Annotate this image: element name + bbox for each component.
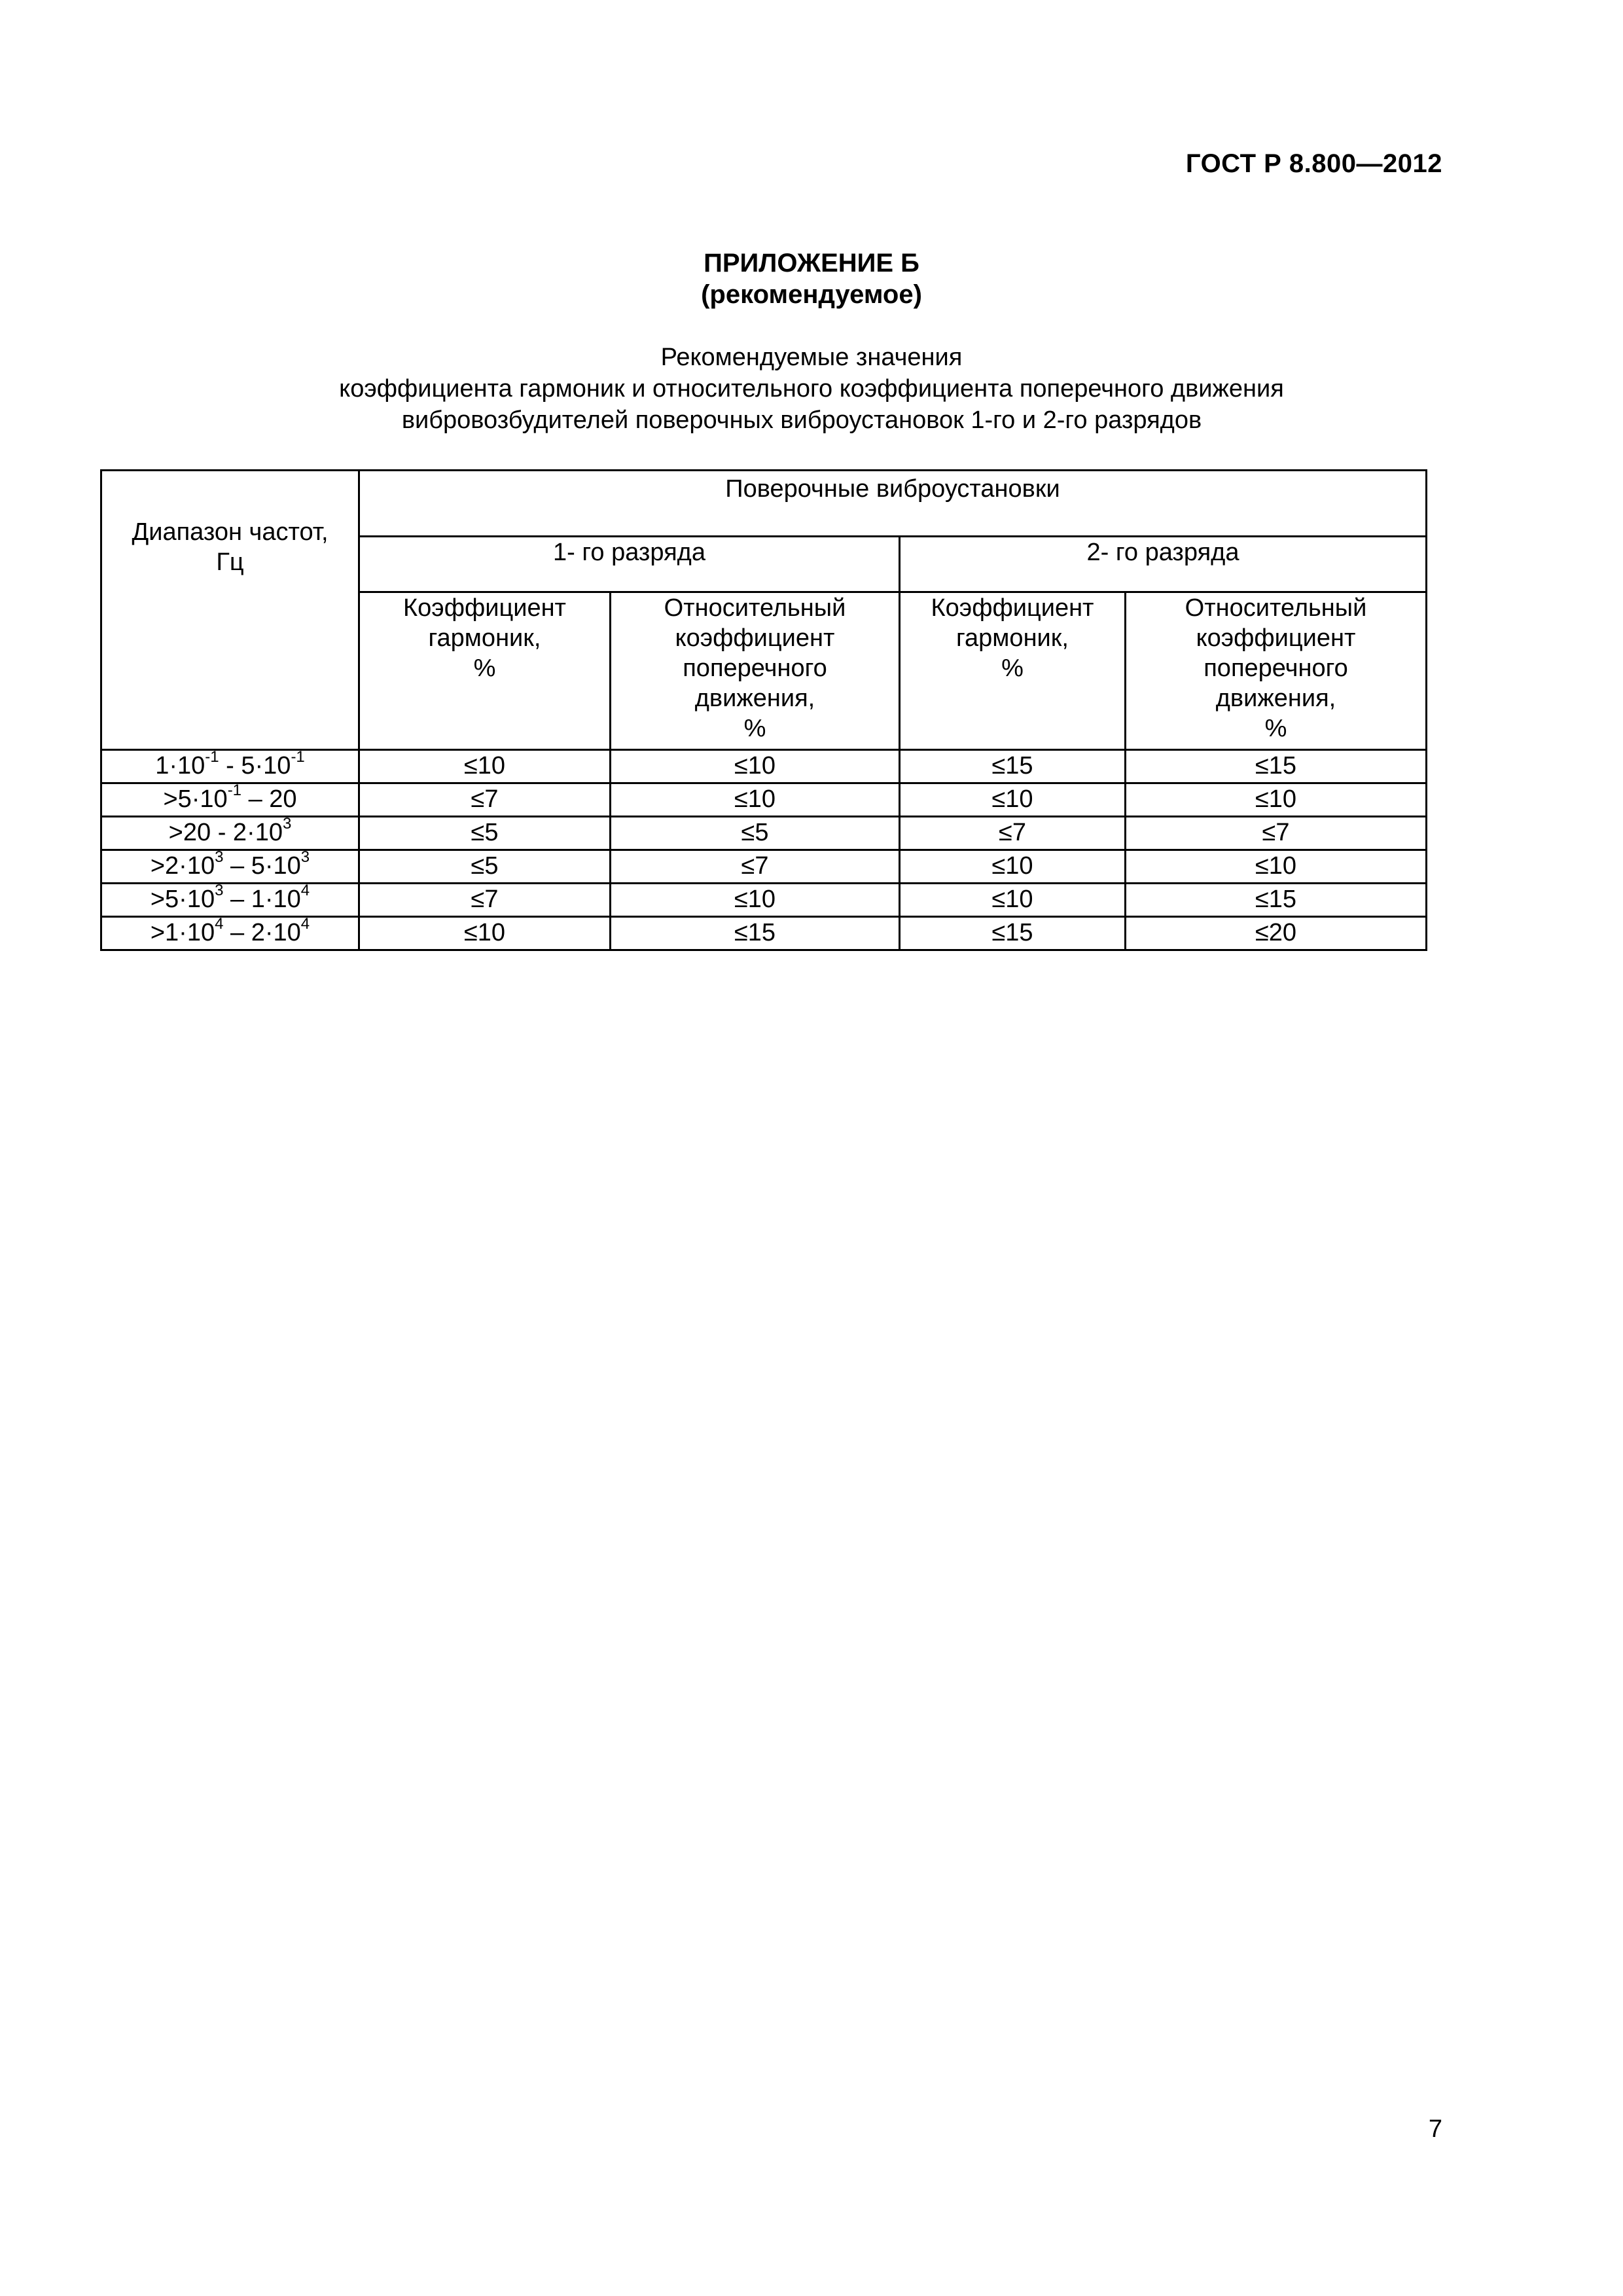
class-1-harmonic-cell: ≤7 bbox=[359, 884, 611, 917]
frequency-range-cell: $1\cdot 10^{-1} - 5\cdot 10^{-1}$ bbox=[101, 750, 359, 783]
class-1-harmonic-cell: ≤10 bbox=[359, 750, 611, 783]
header-line: коэффициент bbox=[1196, 624, 1356, 652]
frequency-range-cell: $>5\cdot 10^{-1} - 20$ bbox=[101, 783, 359, 817]
header-line: поперечного bbox=[1204, 655, 1348, 682]
class-1-transverse-header bbox=[611, 592, 900, 750]
header-line: коэффициент bbox=[675, 624, 835, 652]
class-2-transverse-cell: ≤15 bbox=[1126, 884, 1427, 917]
class-2-transverse-cell: ≤10 bbox=[1126, 850, 1427, 884]
caption-line-1: Рекомендуемые значения bbox=[660, 344, 963, 371]
class-1-harmonic-header bbox=[359, 592, 611, 750]
class-1-transverse-cell: ≤10 bbox=[611, 750, 900, 783]
class-2-transverse-cell: ≤20 bbox=[1126, 917, 1427, 950]
frequency-range-cell: $>1\cdot 10^4 - 2\cdot 10^4$ bbox=[101, 917, 359, 950]
table-row bbox=[101, 850, 1427, 884]
appendix-subtitle: (рекомендуемое) bbox=[701, 280, 922, 309]
header-line: Относительный bbox=[1185, 594, 1367, 622]
class-1-transverse-cell: ≤15 bbox=[611, 917, 900, 950]
appendix-title: ПРИЛОЖЕНИЕ Б bbox=[704, 249, 919, 278]
class-2-harmonic-cell: ≤15 bbox=[900, 917, 1126, 950]
caption-line-2: коэффициента гармоник и относительного коэффициента поперечного движения bbox=[339, 375, 1284, 403]
class-2-harmonic-cell: ≤10 bbox=[900, 884, 1126, 917]
frequency-range-cell: $>20 - 2\cdot 10^3$ bbox=[101, 817, 359, 850]
frequency-range-cell: $>5\cdot 10^3 - 1\cdot 10^4$ bbox=[101, 884, 359, 917]
table-row bbox=[101, 783, 1427, 817]
standard-designation: ГОСТ Р 8.800—2012 bbox=[1185, 149, 1442, 178]
class-1-transverse-cell: ≤10 bbox=[611, 783, 900, 817]
header-line: гармоник, bbox=[428, 624, 541, 652]
class-1-harmonic-cell: ≤10 bbox=[359, 917, 611, 950]
header-line: % bbox=[743, 715, 766, 742]
class-1-header: 1- го разряда bbox=[359, 537, 900, 592]
appendix-heading bbox=[0, 247, 1623, 310]
table-row bbox=[101, 884, 1427, 917]
class-2-harmonic-header bbox=[900, 592, 1126, 750]
class-2-transverse-cell: ≤7 bbox=[1126, 817, 1427, 850]
page-number: 7 bbox=[1428, 2115, 1442, 2143]
header-line: % bbox=[1001, 655, 1024, 682]
class-2-harmonic-cell: ≤10 bbox=[900, 850, 1126, 884]
frequency-range-cell: $>2\cdot 10^3 - 5\cdot 10^3$ bbox=[101, 850, 359, 884]
vibration-table bbox=[100, 469, 1427, 951]
class-1-transverse-cell: ≤7 bbox=[611, 850, 900, 884]
class-2-header: 2- го разряда bbox=[900, 537, 1427, 592]
class-2-transverse-cell: ≤15 bbox=[1126, 750, 1427, 783]
test-installations-header: Поверочные виброустановки bbox=[359, 471, 1427, 537]
class-1-harmonic-cell: ≤5 bbox=[359, 850, 611, 884]
header-line: движения, bbox=[1215, 685, 1336, 712]
class-1-harmonic-cell: ≤5 bbox=[359, 817, 611, 850]
header-line: Коэффициент bbox=[931, 594, 1094, 622]
header-line: Относительный bbox=[664, 594, 846, 622]
class-2-transverse-header bbox=[1126, 592, 1427, 750]
frequency-range-header bbox=[101, 471, 359, 750]
class-1-transverse-cell: ≤10 bbox=[611, 884, 900, 917]
class-2-harmonic-cell: ≤15 bbox=[900, 750, 1126, 783]
table-caption bbox=[0, 342, 1623, 436]
class-1-harmonic-cell: ≤7 bbox=[359, 783, 611, 817]
table-header-row bbox=[101, 471, 1427, 537]
table-row bbox=[101, 917, 1427, 950]
class-2-harmonic-cell: ≤7 bbox=[900, 817, 1126, 850]
class-2-harmonic-cell: ≤10 bbox=[900, 783, 1126, 817]
header-line: поперечного bbox=[683, 655, 827, 682]
class-2-transverse-cell: ≤10 bbox=[1126, 783, 1427, 817]
frequency-header-line-2: Гц bbox=[216, 548, 244, 576]
caption-line-3: вибровозбудителей поверочных виброустановок 1-го и 2-го разрядов bbox=[401, 406, 1202, 434]
frequency-header-line-1: Диапазон частот, bbox=[132, 518, 329, 546]
table-row bbox=[101, 750, 1427, 783]
header-line: движения, bbox=[694, 685, 815, 712]
header-line: % bbox=[1264, 715, 1287, 742]
table-row bbox=[101, 817, 1427, 850]
header-line: % bbox=[473, 655, 496, 682]
header-line: гармоник, bbox=[956, 624, 1069, 652]
header-line: Коэффициент bbox=[403, 594, 566, 622]
class-1-transverse-cell: ≤5 bbox=[611, 817, 900, 850]
